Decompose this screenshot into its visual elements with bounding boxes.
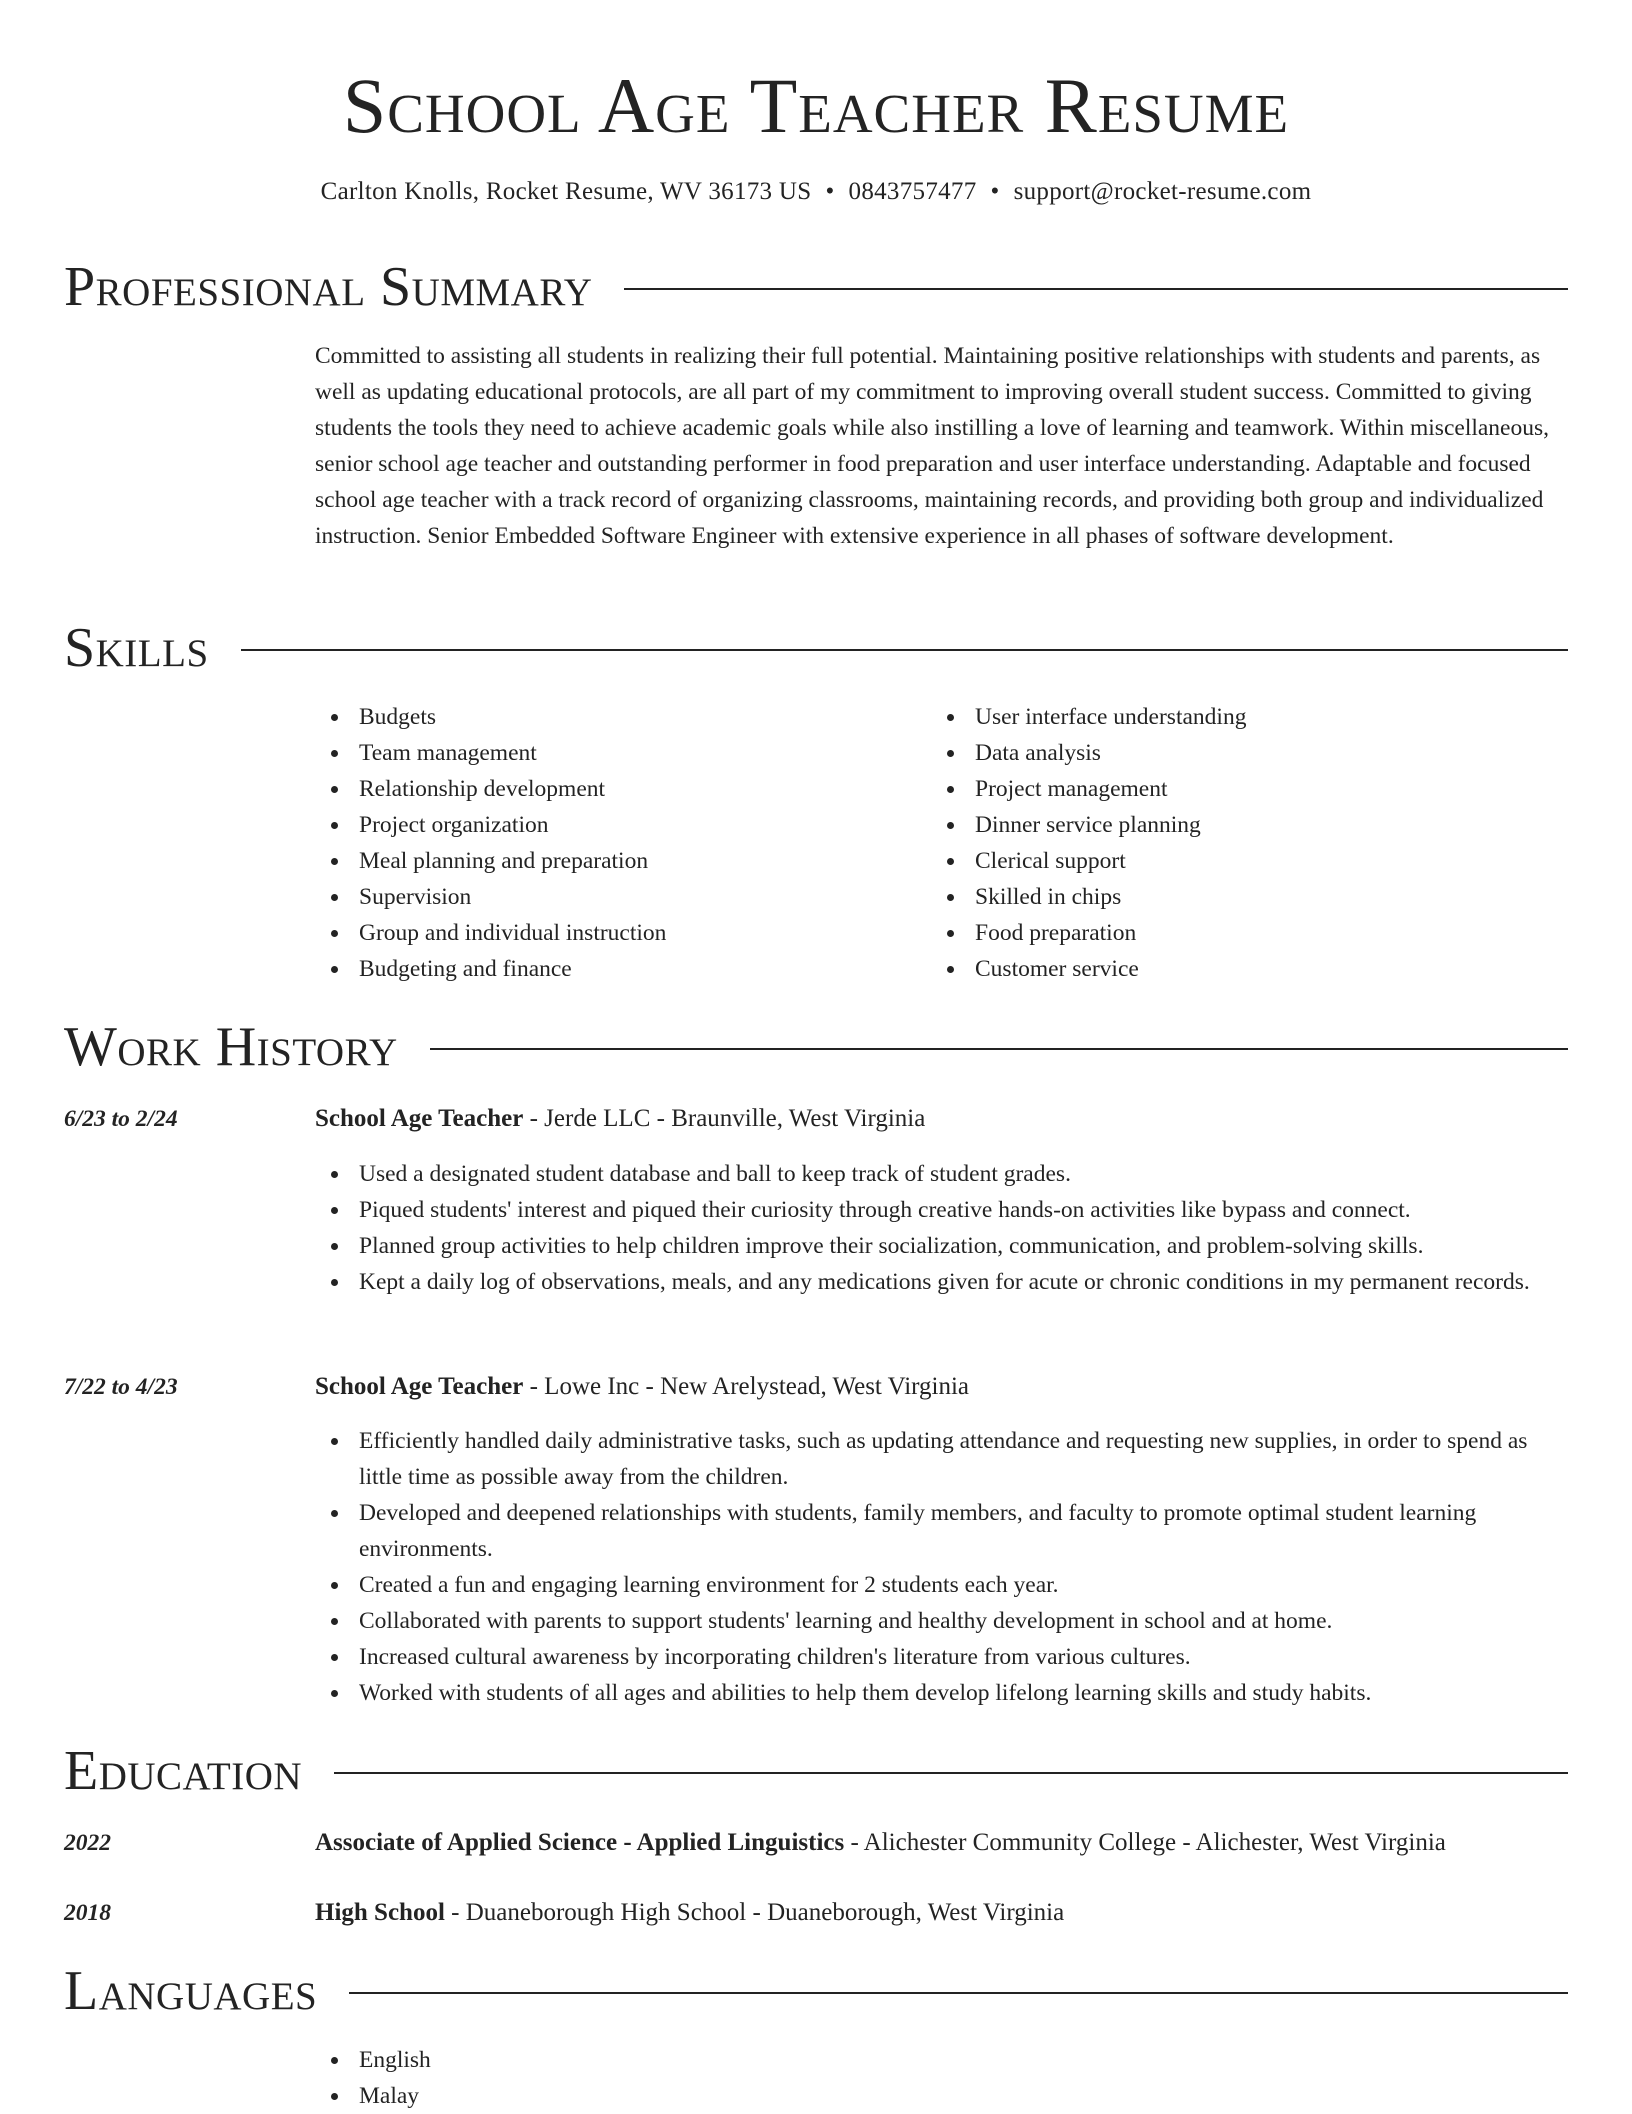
- job-bullet: Planned group activities to help children improve their socialization, communication, and problem-solving skills.: [315, 1228, 1568, 1264]
- languages-heading: Languages: [64, 1960, 318, 2022]
- education-details: - Alichester Community College - Alichester, West Virginia: [844, 1829, 1446, 1856]
- section-divider: [430, 1048, 1568, 1050]
- skill-item: Budgets: [315, 699, 915, 735]
- skills-list-right: [931, 699, 1531, 987]
- skill-item: Dinner service planning: [931, 807, 1531, 843]
- skill-item: Team management: [315, 735, 915, 771]
- education-degree: Associate of Applied Science - Applied Linguistics: [315, 1829, 845, 1856]
- job-details: - Jerde LLC - Braunville, West Virginia: [523, 1105, 926, 1132]
- education-details: - Duaneborough High School - Duaneborough, West Virginia: [444, 1899, 1065, 1926]
- skill-item: Project management: [931, 771, 1531, 807]
- skill-item: User interface understanding: [931, 699, 1531, 735]
- summary-heading: Professional Summary: [64, 256, 593, 318]
- job-title: School Age Teacher: [315, 1373, 524, 1400]
- skill-item: Supervision: [315, 879, 915, 915]
- skill-item: Customer service: [931, 951, 1531, 987]
- contact-address: Carlton Knolls, Rocket Resume, WV 36173 US: [320, 178, 812, 205]
- job-bullet: Piqued students' interest and piqued their curiosity through creative hands-on activities like bypass and connect.: [315, 1192, 1568, 1228]
- resume-title: School Age Teacher Resume: [342, 62, 1290, 149]
- work-section-header: [64, 1016, 1568, 1078]
- skill-item: Skilled in chips: [931, 879, 1531, 915]
- language-item: Malay: [315, 2078, 1568, 2114]
- job-bullet: Efficiently handled daily administrative tasks, such as updating attendance and requesting new supplies, in order to spend as little time as possible away from the children.: [315, 1423, 1568, 1495]
- section-divider: [349, 1992, 1568, 1994]
- job-bullets: [315, 1156, 1568, 1300]
- contact-separator: •: [825, 178, 835, 205]
- education-degree: High School: [315, 1899, 445, 1926]
- languages-section-header: [64, 1960, 1568, 2022]
- skills-section-header: [64, 617, 1568, 679]
- education-year: 2022: [64, 1830, 111, 1856]
- job-bullet: Increased cultural awareness by incorporating children's literature from various cultures.: [315, 1639, 1568, 1675]
- job-bullet: Created a fun and engaging learning environment for 2 students each year.: [315, 1567, 1568, 1603]
- section-divider: [334, 1772, 1568, 1774]
- job-header: [315, 1101, 1568, 1137]
- skill-item: Project organization: [315, 807, 915, 843]
- skill-item: Clerical support: [931, 843, 1531, 879]
- work-heading: Work History: [64, 1016, 398, 1078]
- contact-separator: •: [990, 178, 1000, 205]
- job-header: [315, 1369, 1568, 1405]
- education-heading: Education: [64, 1740, 303, 1802]
- contact-email: support@rocket-resume.com: [1013, 178, 1312, 205]
- summary-section-header: [64, 256, 1568, 318]
- job-bullets: [315, 1423, 1568, 1711]
- skills-list-left: [315, 699, 915, 987]
- job-bullet: Used a designated student database and ball to keep track of student grades.: [315, 1156, 1568, 1192]
- skill-item: Food preparation: [931, 915, 1531, 951]
- skill-item: Data analysis: [931, 735, 1531, 771]
- summary-text: Committed to assisting all students in realizing their full potential. Maintaining positive relationships with students and parents, as well as updating educational protocols, are all part of my commitment to improving overall student success. Committed to giving students the tools they need to achieve academic goals while also instilling a love of learning and teamwork. Within miscellaneous, senior school age teacher and outstanding performer in food preparation and user interface understanding. Adaptable and focused school age teacher with a track record of organizing classrooms, maintaining records, and providing both group and individualized instruction. Senior Embedded Software Engineer with extensive experience in all phases of software development.: [315, 343, 1550, 549]
- contact-phone: 0843757477: [848, 178, 977, 205]
- job-bullet: Worked with students of all ages and abilities to help them develop lifelong learning skills and study habits.: [315, 1675, 1568, 1711]
- contact-line: [64, 174, 1568, 210]
- skills-heading: Skills: [64, 617, 209, 679]
- languages-list: [315, 2042, 1568, 2114]
- skill-item: Budgeting and finance: [315, 951, 915, 987]
- education-entry: [315, 1825, 1568, 1861]
- skill-item: Group and individual instruction: [315, 915, 915, 951]
- job-details: - Lowe Inc - New Arelystead, West Virginia: [523, 1373, 970, 1400]
- skill-item: Relationship development: [315, 771, 915, 807]
- job-dates: 6/23 to 2/24: [64, 1106, 178, 1132]
- language-item: English: [315, 2042, 1568, 2078]
- job-dates: 7/22 to 4/23: [64, 1374, 178, 1400]
- education-entry: [315, 1895, 1568, 1931]
- job-bullet: Collaborated with parents to support students' learning and healthy development in school and at home.: [315, 1603, 1568, 1639]
- section-divider: [624, 288, 1568, 290]
- job-bullet: Developed and deepened relationships with students, family members, and faculty to promote optimal student learning environments.: [315, 1495, 1568, 1567]
- job-bullet: Kept a daily log of observations, meals, and any medications given for acute or chronic conditions in my permanent records.: [315, 1264, 1568, 1300]
- job-title: School Age Teacher: [315, 1105, 524, 1132]
- education-section-header: [64, 1740, 1568, 1802]
- skill-item: Meal planning and preparation: [315, 843, 915, 879]
- section-divider: [241, 649, 1568, 651]
- education-year: 2018: [64, 1900, 111, 1926]
